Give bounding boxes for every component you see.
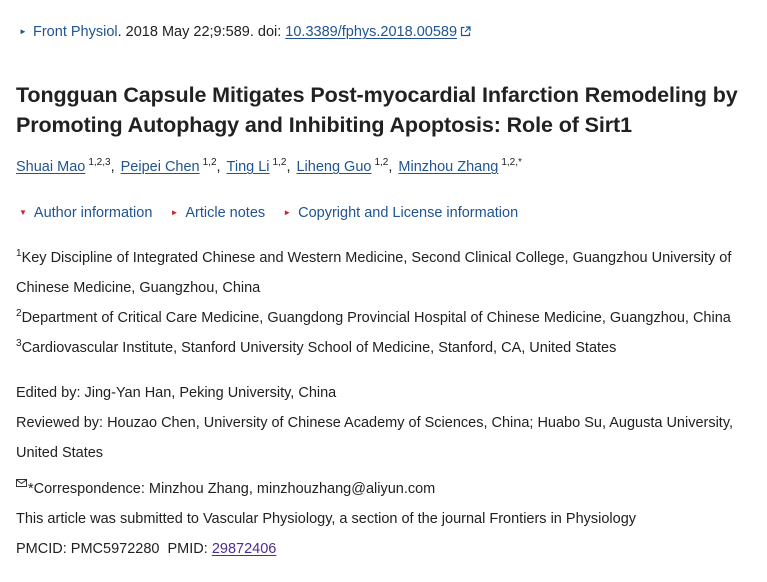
journal-link[interactable]: Front Physiol bbox=[33, 24, 118, 40]
author-link[interactable]: Peipei Chen bbox=[120, 159, 200, 175]
author-affil-sup: 1,2 bbox=[202, 157, 217, 168]
article-title: Tongguan Capsule Mitigates Post-myocardial Infarction Remodeling by Promoting Autophagy and Inhibiting Apoptosis: Role of Sirt1 bbox=[16, 83, 738, 137]
author-affil-sup: 1,2 bbox=[374, 157, 389, 168]
pmid-link[interactable]: 29872406 bbox=[211, 541, 277, 557]
author-link[interactable]: Ting Li bbox=[226, 159, 270, 175]
expand-arrow-icon[interactable]: ► bbox=[19, 27, 27, 36]
copyright-toggle[interactable]: ► Copyright and License information bbox=[283, 205, 519, 221]
author-link[interactable]: Shuai Mao bbox=[16, 159, 86, 175]
identifiers: PMCID: PMC5972280 PMID: 29872406 bbox=[16, 541, 277, 557]
caret-right-icon: ► bbox=[170, 208, 179, 217]
article-notes-toggle[interactable]: ► Article notes bbox=[170, 205, 266, 221]
correspondence: *Correspondence: Minzhou Zhang, minzhouzhang@aliyun.com bbox=[16, 468, 746, 504]
info-toggles bbox=[16, 203, 532, 223]
author-affil-sup: 1,2,* bbox=[501, 157, 522, 168]
author-information-toggle[interactable]: ▼ Author information bbox=[16, 205, 152, 221]
author-link[interactable]: Minzhou Zhang bbox=[398, 159, 499, 175]
author-link[interactable]: Liheng Guo bbox=[296, 159, 372, 175]
citation-details: . 2018 May 22;9:589. doi: bbox=[117, 24, 286, 40]
affiliation-item: $^2$Department of Critical Care Medicine, Guangdong Provincial Hospital of Chinese Medicine, Guangzhou, China bbox=[16, 308, 731, 326]
author-affil-sup: 1,2,3 bbox=[88, 157, 111, 168]
article-notes bbox=[16, 378, 746, 564]
author-affil-sup: 1,2 bbox=[272, 157, 287, 168]
submission-note: This article was submitted to Vascular Physiology, a section of the journal Frontiers in Physiology bbox=[16, 511, 637, 527]
edited-by: Edited by: Jing-Yan Han, Peking University, China bbox=[16, 385, 337, 401]
caret-down-icon: ▼ bbox=[19, 208, 27, 217]
external-link-icon[interactable] bbox=[460, 23, 471, 43]
author-list: Shuai Mao $^{1,2,3}$, Peipei Chen $^{1,2}$, Ting Li $^{1,2}$, Liheng Guo $^{1,2}$, Minzhou Zhang $^{1,2,*}$ bbox=[16, 157, 522, 175]
citation-line bbox=[16, 22, 471, 43]
affiliation-item: $^3$Cardiovascular Institute, Stanford University School of Medicine, Stanford, CA, United States bbox=[16, 338, 617, 356]
affiliation-item: $^1$Key Discipline of Integrated Chinese and Western Medicine, Second Clinical College, Guangzhou University of Chinese Medicine, Guangzhou, China bbox=[16, 248, 732, 296]
caret-right-icon: ► bbox=[283, 208, 292, 217]
doi-link[interactable]: 10.3389/fphys.2018.00589 bbox=[285, 24, 458, 40]
affiliations bbox=[16, 243, 746, 363]
envelope-icon bbox=[16, 468, 27, 498]
reviewed-by: Reviewed by: Houzao Chen, University of Chinese Academy of Sciences, China; Huabo Su, Augusta University, United States bbox=[16, 415, 734, 461]
